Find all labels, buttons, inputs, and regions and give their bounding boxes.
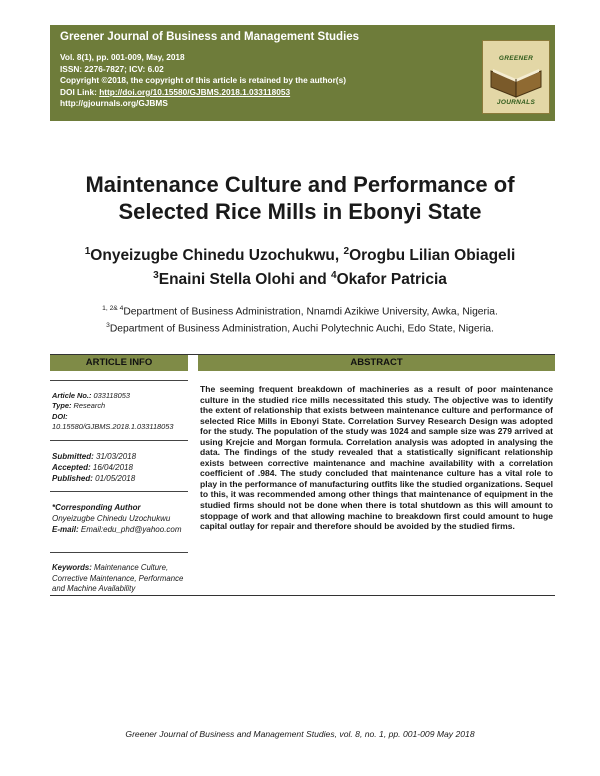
doi-label: DOI Link: (60, 86, 100, 97)
submitted-date (52, 451, 188, 462)
affiliation-line (40, 319, 560, 336)
journal-meta (60, 52, 346, 110)
article-info-heading: ARTICLE INFO (50, 355, 188, 371)
info-divider (50, 552, 188, 553)
info-divider (50, 491, 188, 492)
author-sup: 2 (343, 246, 350, 257)
title-line-2: Selected Rice Mills in Ebonyi State (118, 199, 482, 224)
doi-label: DOI: (52, 411, 68, 421)
doi-link[interactable]: http://doi.org/10.15580/GJBMS.2018.1.033118053 (99, 86, 291, 97)
author-sup: 3 (153, 270, 159, 282)
article-title (40, 171, 560, 225)
accepted-label: Accepted: (52, 463, 93, 472)
affiliation-line (40, 302, 560, 319)
affiliation-text: Department of Business Administration, Auchi Polytechnic Auchi, Edo State, Nigeria. (109, 323, 494, 335)
accepted-value: 16/04/2018 (92, 463, 133, 472)
issn-line: ISSN: 2276-7827; ICV: 6.02 (60, 63, 164, 74)
email-line (52, 524, 188, 535)
affiliation-text: Department of Business Administration, Nnamdi Azikiwe University, Awka, Nigeria. (123, 306, 498, 318)
submitted-label: Submitted: (52, 452, 96, 461)
corresponding-label: *Corresponding Author (52, 503, 141, 512)
article-doi (52, 412, 188, 433)
affiliations (40, 302, 560, 337)
journal-logo (482, 40, 550, 114)
keywords-label: Keywords: (52, 563, 95, 572)
copyright-line: Copyright ©2018, the copyright of this article is retained by the author(s) (60, 75, 346, 86)
affiliation-sup: 1, 2& 4 (102, 305, 124, 312)
info-divider (50, 440, 188, 441)
article-no-label: Article No.: (52, 391, 94, 400)
page-footer: Greener Journal of Business and Management Studies, vol. 8, no. 1, pp. 001-009 May 2018 (125, 729, 475, 739)
doi-line (60, 87, 346, 99)
author-line-2 (40, 266, 560, 290)
journal-header (50, 25, 555, 121)
email-label: E-mail: (52, 525, 81, 534)
type-label: Type: (52, 401, 74, 411)
logo-text-bottom: JOURNALS (496, 99, 536, 106)
published-date (52, 473, 188, 484)
table-bottom-rule (50, 595, 555, 596)
author-name: Okafor Patricia (336, 271, 447, 289)
journal-title: Greener Journal of Business and Management Studies (60, 31, 360, 43)
title-line-1: Maintenance Culture and Performance of (85, 172, 515, 197)
author-sup: 1 (84, 246, 91, 257)
volume-line: Vol. 8(1), pp. 001-009, May, 2018 (60, 52, 185, 62)
corresponding-name: Onyeizugbe Chinedu Uzochukwu (52, 514, 171, 523)
website-link[interactable]: http://gjournals.org/GJBMS (60, 98, 168, 109)
published-value: 01/05/2018 (95, 474, 136, 483)
doi-value: 10.15580/GJBMS.2018.1.033118053 (52, 422, 174, 432)
author-name: Onyeizugbe Chinedu Uzochukwu, (90, 247, 344, 265)
article-meta-block (52, 391, 188, 433)
info-divider (50, 380, 188, 381)
article-no (52, 391, 188, 401)
logo-text-top: GREENER (498, 55, 534, 62)
article-type (52, 401, 188, 411)
article-no-value: 033118053 (93, 391, 130, 400)
abstract-text: The seeming frequent breakdown of machineries as a result of poor maintenance culture in the studied rice mills necessitated this study. The objective was to identify the extent of relationship that exists between maintenance culture and performance of selected Rice Mills in Ebonyi State. Correlation Survey Research Design was adopted for the study. The population of the study was 1024 and sample size was 279 arrived at using Krejcie and Morgan formula. Correlation analysis was adopted in analysing the data. The findings of the study revealed that a statistically significant relationship exists between corrective maintenance and machine availability with a correlation coefficient of .984. The study concluded that maintenance culture has a vital role to play in the performance of manufacturing outfits like the studied organizations. Sequel to this, it was recommended among other things that maintenance of equipment in the studied firms should not be done when there is total shutdown as this will amount to stoppage of work and that allowing machine to breakdown first could amount to huge capital outlay for repair and therefore should be avoided by the studied firms. (200, 384, 553, 532)
author-name: Orogbu Lilian Obiageli (349, 247, 516, 265)
author-line-1 (40, 242, 560, 266)
author-name: Enaini Stella Olohi and (158, 271, 331, 289)
affiliation-sup: 3 (106, 322, 110, 330)
type-value: Research (73, 401, 106, 411)
published-label: Published: (52, 474, 96, 483)
author-sup: 4 (330, 270, 337, 282)
submitted-value: 31/03/2018 (96, 452, 137, 461)
author-list (40, 242, 560, 290)
keywords-block (52, 563, 188, 595)
keywords-value: Maintenance Culture, Corrective Maintenance, Performance and Machine Availability (52, 563, 184, 593)
email-value[interactable]: Email:edu_phd@yahoo.com (80, 525, 182, 534)
accepted-date (52, 462, 188, 473)
dates-block (52, 451, 188, 484)
corresponding-block (52, 502, 188, 535)
abstract-heading: ABSTRACT (198, 355, 555, 371)
